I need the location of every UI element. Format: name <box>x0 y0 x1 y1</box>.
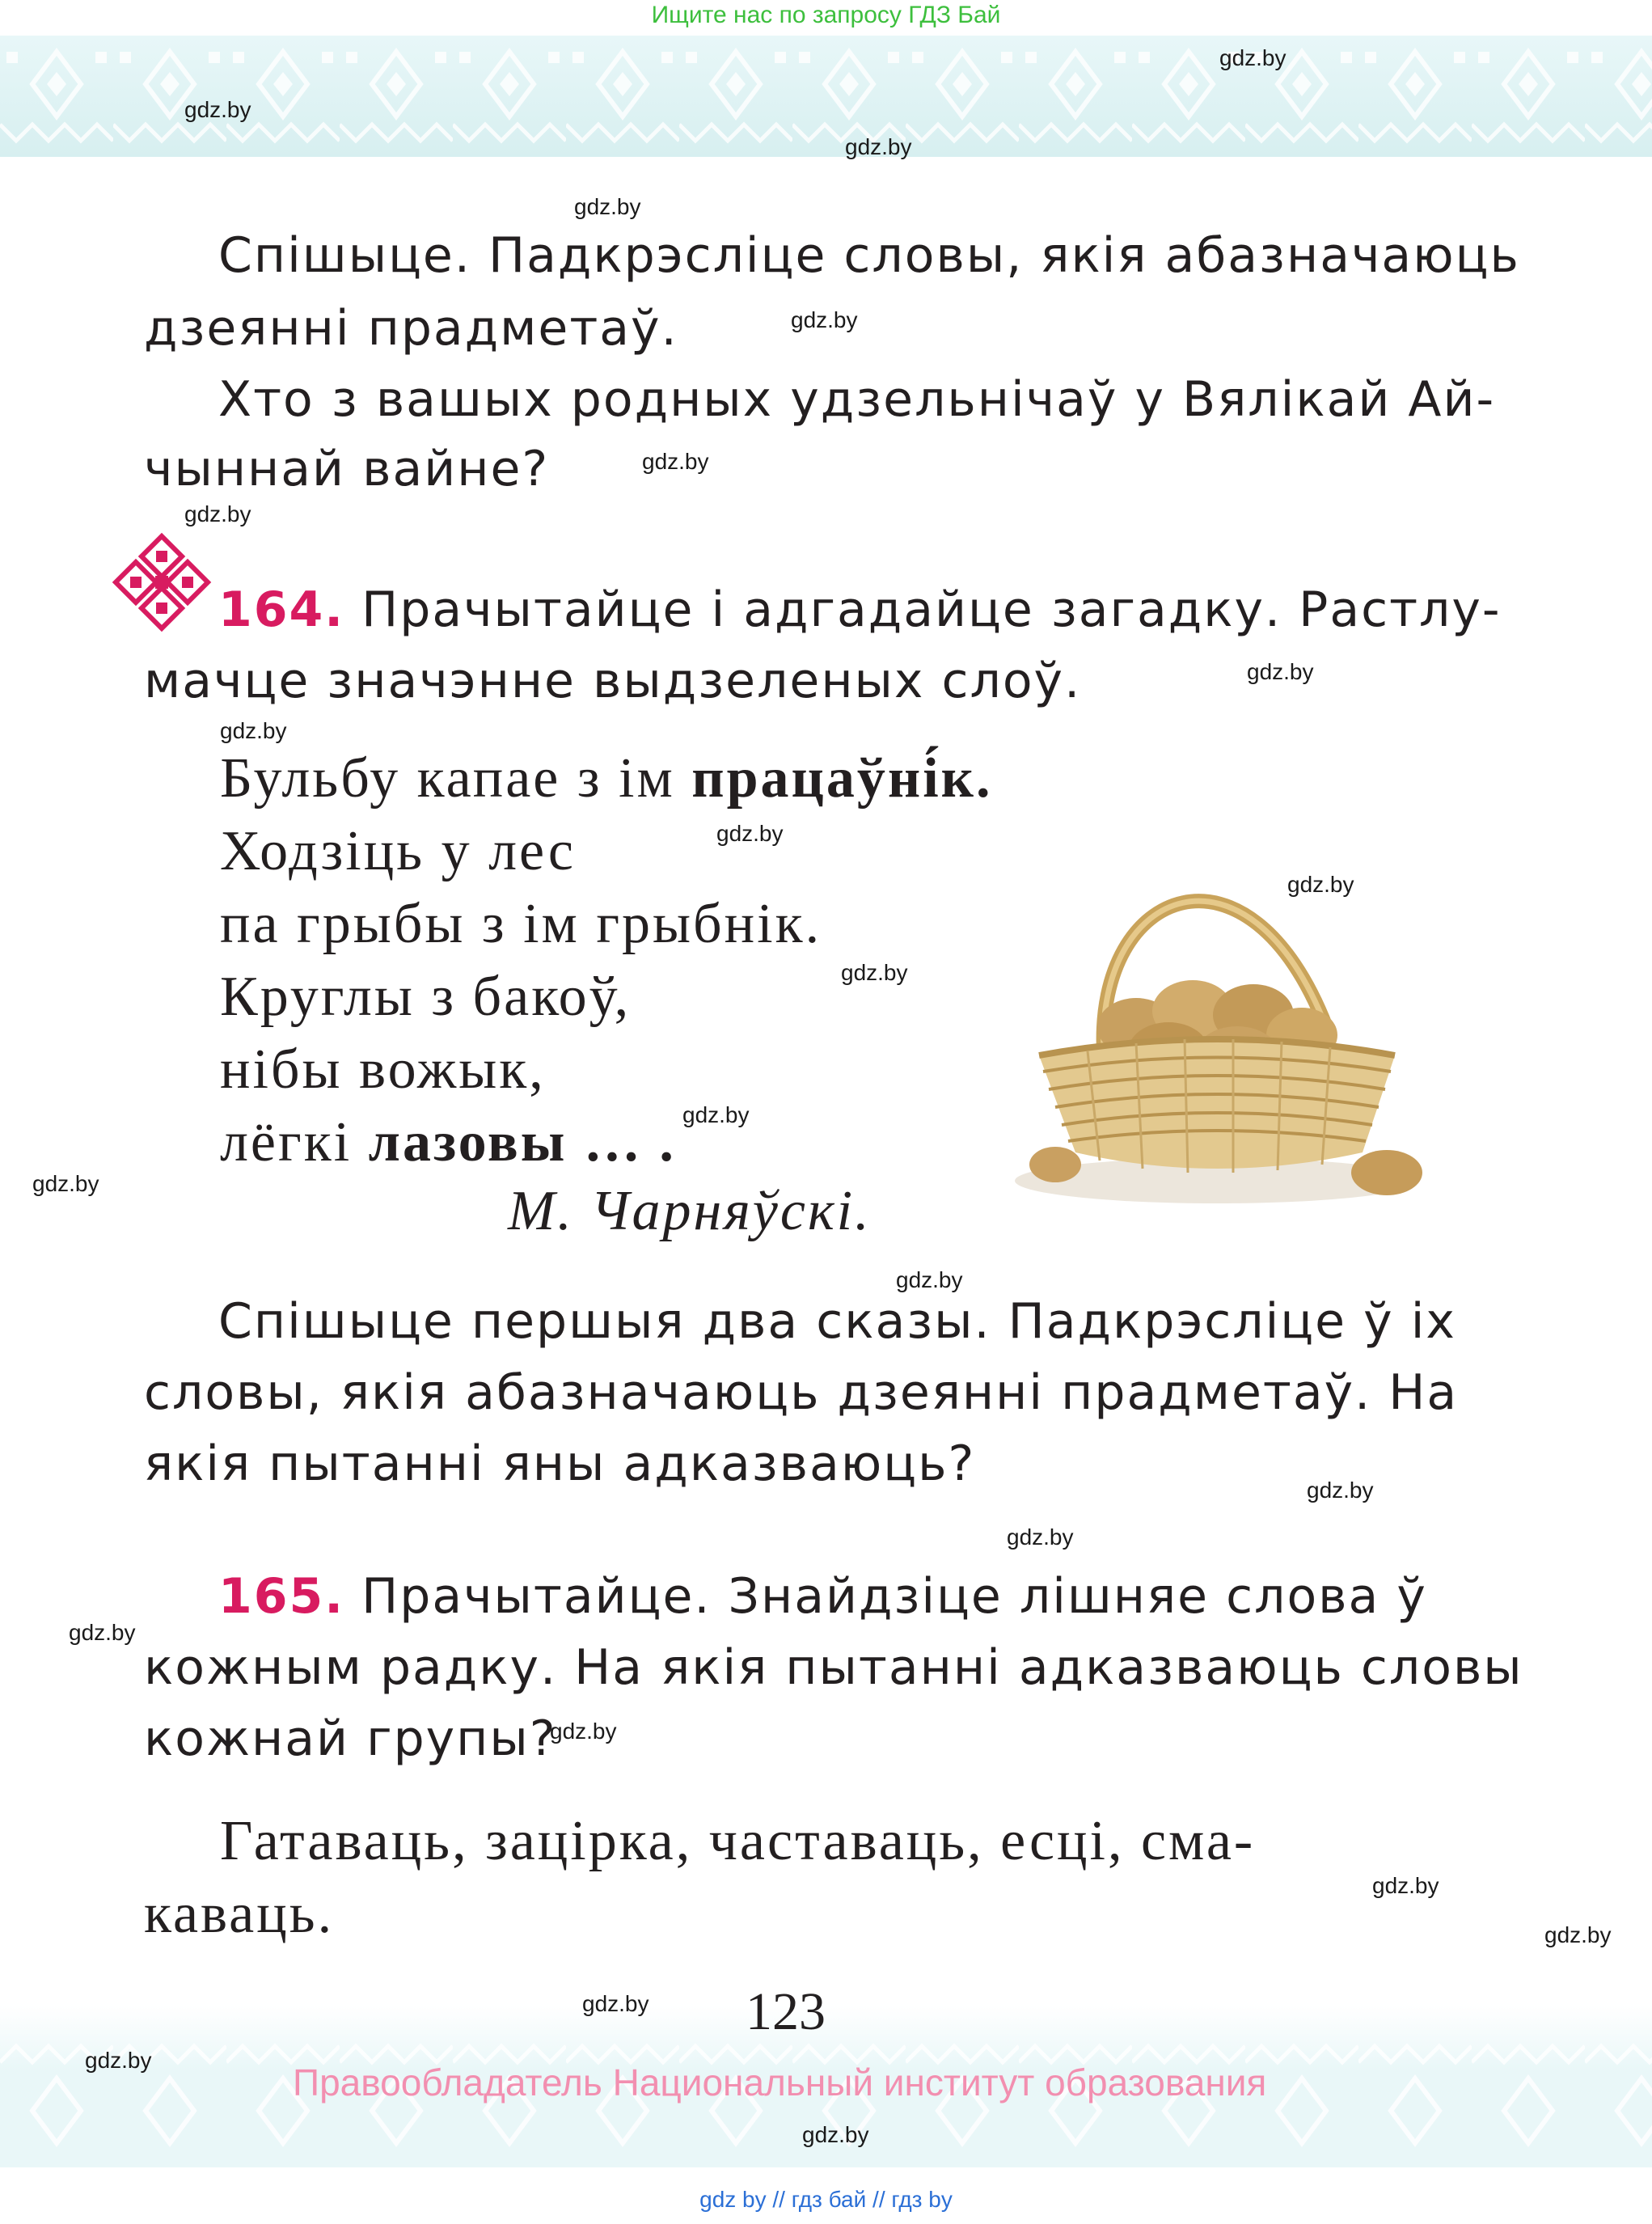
text-line: словы, якія абазначаюць дзеянні прадметаў. На <box>144 1364 1459 1421</box>
watermark: gdz.by <box>1307 1478 1374 1503</box>
poem-line <box>220 742 993 815</box>
watermark: gdz.by <box>184 97 251 122</box>
watermark: gdz.by <box>574 194 641 219</box>
top-note: Ищите нас по запросу ГДЗ Бай <box>651 2 1001 28</box>
watermark: gdz.by <box>791 307 858 332</box>
word-list-line: Гатаваць, зацірка, частаваць, есці, сма- <box>220 1810 1256 1872</box>
watermark: gdz.by <box>841 960 908 985</box>
footer-links: gdz by // гдз бай // гдз by <box>699 2187 953 2212</box>
rights-holder-text: Правообладатель Национальный институт образования <box>293 2061 1267 2103</box>
watermark: gdz.by <box>1287 872 1354 897</box>
poem-line: нібы вожык, <box>220 1038 546 1101</box>
exercise-text: Прачытайце і адгадайце загадку. Растлу- <box>361 581 1502 638</box>
poem-line: Круглы з бакоў, <box>220 966 632 1028</box>
watermark: gdz.by <box>1247 659 1314 684</box>
watermark: gdz.by <box>896 1267 963 1292</box>
ornament-icon <box>109 530 214 638</box>
exercise-165-heading <box>218 1561 1427 1632</box>
poem-bold-word: лазовы … . <box>368 1111 676 1173</box>
text-line: чыннай вайне? <box>144 441 550 497</box>
watermark: gdz.by <box>32 1171 99 1196</box>
top-ornament-band <box>0 36 1652 157</box>
exercise-number: 164. <box>218 581 345 638</box>
watermark: gdz.by <box>220 718 287 743</box>
watermark: gdz.by <box>802 2122 869 2147</box>
poem-text: Бульбу капае з ім <box>220 747 692 810</box>
text-line: дзеянні прадметаў. <box>144 300 678 357</box>
watermark: gdz.by <box>582 1991 649 2016</box>
word-list-line: каваць. <box>144 1883 335 1945</box>
ornament-pattern <box>0 36 1652 157</box>
watermark: gdz.by <box>845 134 912 159</box>
watermark: gdz.by <box>1544 1922 1612 1947</box>
watermark: gdz.by <box>69 1620 136 1645</box>
exercise-164-heading <box>218 574 1502 645</box>
poem-line: па грыбы з ім грыбнік. <box>220 893 822 955</box>
watermark: gdz.by <box>1372 1873 1439 1898</box>
text-line: якія пытанні яны адказваюць? <box>144 1435 976 1492</box>
watermark: gdz.by <box>1007 1524 1074 1550</box>
text-line: Хто з вашых родных удзельнічаў у Вялікай Ай- <box>218 371 1496 428</box>
poem-text: лёгкі <box>220 1111 369 1173</box>
page-number: 123 <box>746 1982 826 2041</box>
watermark: gdz.by <box>184 501 251 526</box>
potato-basket-illustration <box>1007 853 1427 1212</box>
watermark: gdz.by <box>85 2048 152 2073</box>
text-line: кожнай групы? <box>144 1710 557 1767</box>
watermark: gdz.by <box>716 821 784 846</box>
watermark: gdz.by <box>550 1719 617 1744</box>
text-line: кожным радку. На якія пытанні адказваюць словы <box>144 1639 1523 1696</box>
poem-line <box>220 1106 676 1179</box>
poem-author: М. Чарняўскі. <box>508 1180 872 1242</box>
poem-line: Ходзіць у лес <box>220 820 576 882</box>
text-line: Спішыце. Падкрэсліце словы, якія абазначаюць <box>218 227 1520 284</box>
watermark: gdz.by <box>642 449 709 474</box>
poem-text: . <box>976 747 993 810</box>
text-line: мачце значэнне выдзеленых слоў. <box>144 653 1082 709</box>
text-line: Спішыце першыя два сказы. Падкрэсліце ў іх <box>218 1293 1456 1350</box>
watermark: gdz.by <box>1219 45 1287 70</box>
exercise-text: Прачытайце. Знайдзіце лішняе слова ў <box>361 1568 1427 1625</box>
exercise-number: 165. <box>218 1568 345 1625</box>
watermark: gdz.by <box>682 1102 750 1127</box>
poem-bold-word: працаўні́к <box>691 747 976 810</box>
